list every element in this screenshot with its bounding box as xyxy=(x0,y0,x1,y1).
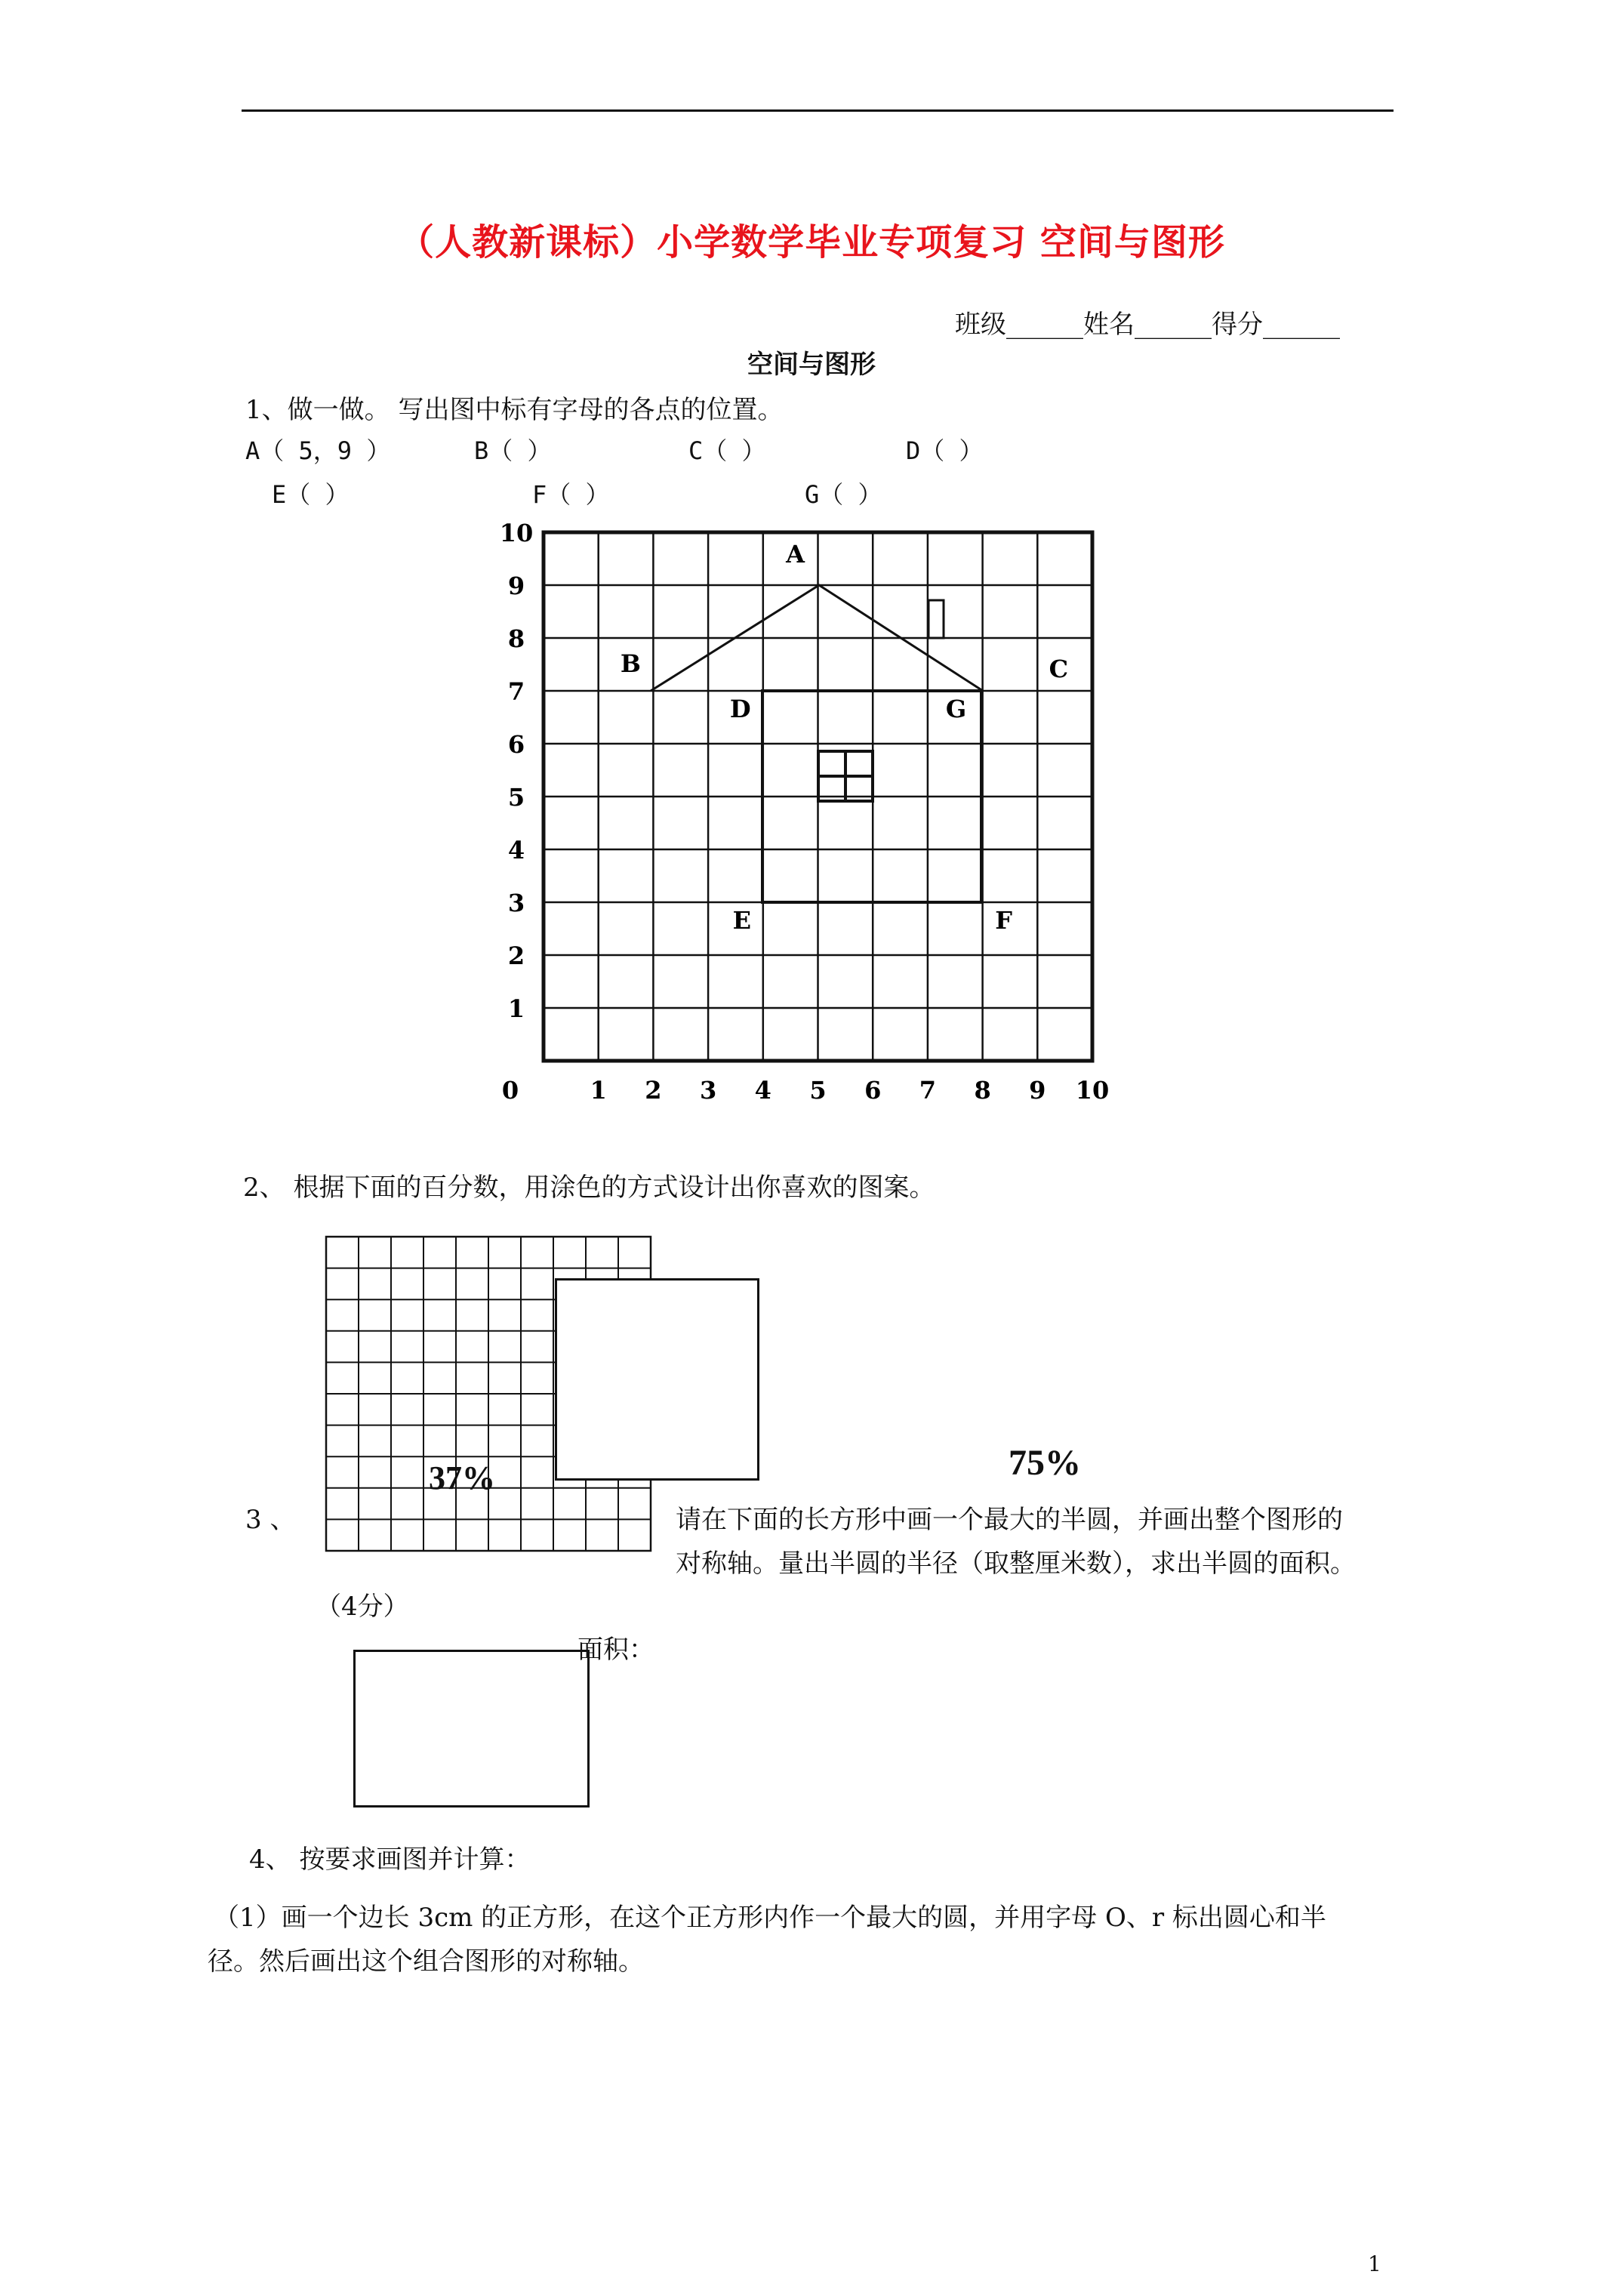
x-axis-ticks xyxy=(502,1076,1109,1105)
q3-text-line2: 对称轴。量出半圆的半径（取整厘米数），求出半圆的面积。 xyxy=(676,1549,1356,1579)
x-tick-label: 5 xyxy=(809,1076,827,1105)
x-tick-label: 1 xyxy=(590,1076,607,1105)
x-tick-label: 4 xyxy=(754,1076,771,1105)
x-tick-label: 0 xyxy=(501,1076,519,1105)
point-labels xyxy=(621,540,1068,935)
q1-answer-c: C（ ） xyxy=(688,436,766,465)
y-tick-label: 4 xyxy=(507,836,525,864)
q1-prompt: 1、做一做。 写出图中标有字母的各点的位置。 xyxy=(245,395,784,425)
grid-percent-label: 37% xyxy=(429,1459,495,1496)
q1-answer-a: A（ 5，9 ） xyxy=(245,436,391,465)
q1-answer-b: B（ ） xyxy=(474,436,552,465)
house-chimney xyxy=(929,600,944,638)
x-tick-label: 7 xyxy=(919,1076,937,1105)
q2-prompt: 2、 根据下面的百分数，用涂色的方式设计出你喜欢的图案。 xyxy=(243,1173,935,1203)
section-title: 空间与图形 xyxy=(747,350,876,380)
header-fields: 班级______姓名______得分______ xyxy=(955,310,1340,340)
page-number: 1 xyxy=(1368,2251,1381,2276)
point-label-e: E xyxy=(732,906,751,935)
y-tick-label: 10 xyxy=(499,519,534,547)
point-label-b: B xyxy=(620,649,641,678)
x-tick-label: 10 xyxy=(1075,1076,1110,1105)
coordinate-grid xyxy=(483,513,1132,1117)
q3-number: 3 、 xyxy=(245,1505,296,1535)
q3-rectangle xyxy=(353,1650,590,1808)
x-tick-label: 3 xyxy=(699,1076,717,1105)
q4-prompt: 4、 按要求画图并计算： xyxy=(249,1845,531,1875)
blank-square xyxy=(555,1278,759,1481)
q1-answer-d: D（ ） xyxy=(906,436,984,465)
point-label-g: G xyxy=(945,695,967,723)
q4-sub1-line2: 径。然后画出这个组合图形的对称轴。 xyxy=(208,1946,644,1977)
q1-answer-e: E（ ） xyxy=(272,480,350,509)
x-tick-label: 9 xyxy=(1029,1076,1046,1105)
point-label-c: C xyxy=(1049,655,1069,683)
q1-answer-f: F（ ） xyxy=(532,480,610,509)
point-label-a: A xyxy=(786,540,805,569)
q3-text-line1: 请在下面的长方形中画一个最大的半圆，并画出整个图形的 xyxy=(676,1505,1343,1535)
y-tick-label: 7 xyxy=(507,677,525,706)
q3-area-label: 面积： xyxy=(577,1635,654,1665)
square-percent-label: 75% xyxy=(1009,1443,1081,1483)
point-label-f: F xyxy=(995,906,1012,935)
y-tick-label: 1 xyxy=(507,994,525,1023)
y-tick-label: 2 xyxy=(507,942,525,970)
point-label-d: D xyxy=(729,695,751,723)
x-tick-label: 8 xyxy=(974,1076,991,1105)
y-tick-label: 8 xyxy=(507,624,525,653)
y-tick-label: 9 xyxy=(507,572,525,600)
y-tick-label: 5 xyxy=(507,783,525,812)
x-tick-label: 6 xyxy=(864,1076,882,1105)
y-tick-label: 3 xyxy=(507,889,525,917)
y-tick-label: 6 xyxy=(507,730,525,759)
q3-points: （4分） xyxy=(316,1592,409,1622)
q1-answer-g: G（ ） xyxy=(805,480,882,509)
x-tick-label: 2 xyxy=(645,1076,662,1105)
page-title: （人教新课标）小学数学毕业专项复习 空间与图形 xyxy=(398,221,1225,264)
y-axis-ticks xyxy=(500,519,534,1023)
header-rule xyxy=(242,109,1394,112)
q4-sub1-line1: （1）画一个边长 3cm 的正方形，在这个正方形内作一个最大的圆，并用字母 O、r 标出圆心和半 xyxy=(214,1903,1326,1933)
